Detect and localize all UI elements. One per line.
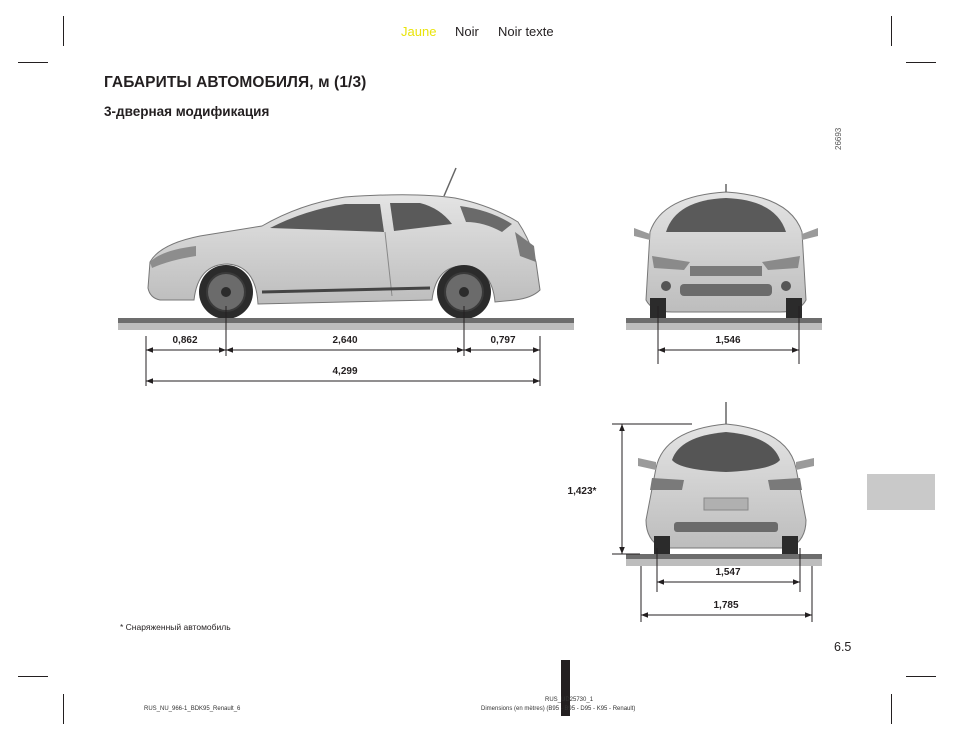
- car-rear-taillight: [650, 478, 684, 490]
- car-rear-mirror: [638, 458, 656, 470]
- ground-rear: [626, 554, 822, 559]
- figure-code: 26693: [834, 127, 843, 150]
- car-rear-diffuser: [674, 522, 778, 532]
- car-front-foglight: [661, 281, 671, 291]
- footer-center-bottom: Dimensions (en mètres) (B95 - B95 - D95 - K95 - Renault): [481, 706, 636, 712]
- header-jaune: Jaune: [401, 24, 437, 39]
- car-rear-tire: [654, 536, 670, 556]
- header-noir-texte: Noir texte: [498, 24, 554, 39]
- dim-front-track: 1,546: [715, 335, 741, 346]
- page-number: 6.5: [834, 640, 852, 654]
- car-side-front-wheel: [221, 287, 231, 297]
- dim-overall-length: 4,299: [332, 366, 358, 377]
- car-rear-tire: [782, 536, 798, 556]
- footnote: * Снаряженный автомобиль: [120, 622, 231, 632]
- footer-left: RUS_NU_966-1_BDK95_Renault_6: [144, 706, 241, 712]
- dim-rear-track: 1,547: [715, 567, 741, 578]
- car-rear-taillight: [768, 478, 802, 490]
- car-side-antenna: [444, 168, 456, 196]
- dim-overall-width: 1,785: [713, 600, 739, 611]
- car-front-mirror: [802, 228, 818, 240]
- dim-wheelbase: 2,640: [332, 335, 358, 346]
- ground-front: [626, 318, 822, 323]
- car-front-grille: [690, 266, 762, 276]
- car-front-mirror: [634, 228, 650, 240]
- footer-center-top: RUS_UD25730_1: [545, 697, 594, 703]
- ground-side: [118, 318, 574, 323]
- page-title: ГАБАРИТЫ АВТОМОБИЛЯ, м (1/3): [104, 74, 367, 91]
- dim-height: 1,423*: [567, 486, 597, 497]
- car-front-foglight: [781, 281, 791, 291]
- car-front-lower-grille: [680, 284, 772, 296]
- ground-front-shadow: [626, 323, 822, 330]
- page-subtitle: 3-дверная модификация: [104, 104, 270, 119]
- car-rear-mirror: [796, 458, 814, 470]
- chapter-tab: [867, 474, 935, 510]
- car-side-rear-wheel: [459, 287, 469, 297]
- header-noir: Noir: [455, 24, 479, 39]
- car-rear-plate-area: [704, 498, 748, 510]
- ground-rear-shadow: [626, 559, 822, 566]
- dim-rear-overhang: 0,797: [490, 335, 516, 346]
- dim-front-overhang: 0,862: [172, 335, 198, 346]
- car-side-view: [148, 168, 540, 319]
- car-rear-view: [638, 402, 814, 556]
- car-front-view: [634, 184, 818, 320]
- car-front-tire: [786, 298, 802, 320]
- ground-side-shadow: [118, 323, 574, 330]
